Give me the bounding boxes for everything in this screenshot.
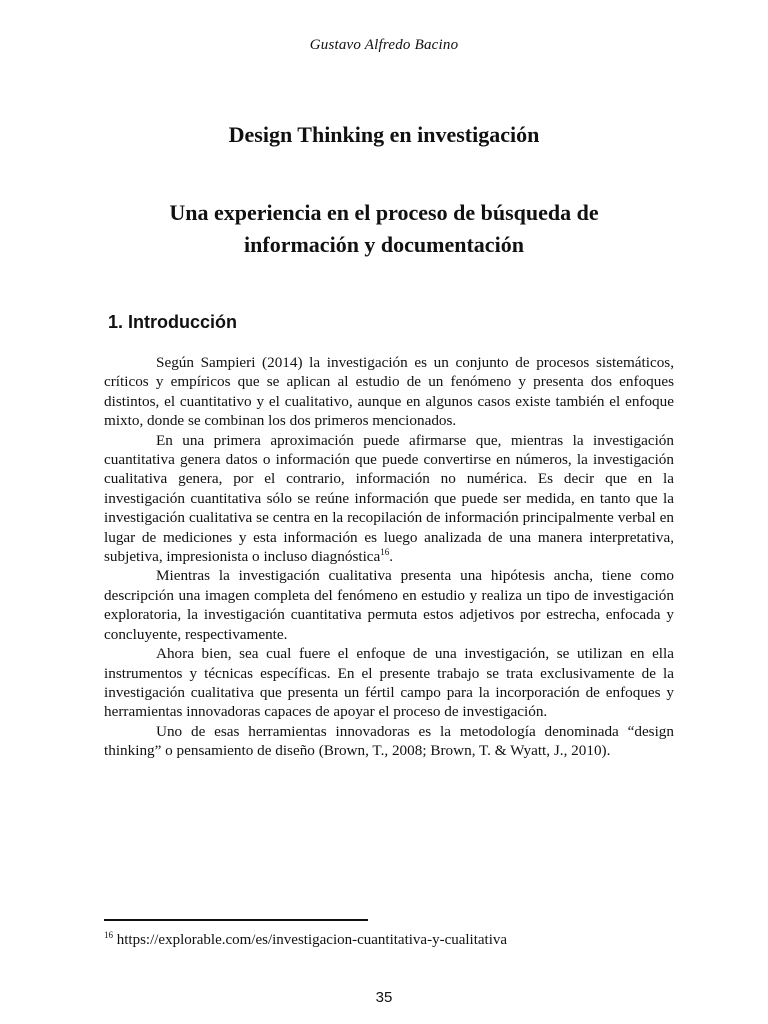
paragraph-4	[104, 644, 674, 722]
page-number: 35	[375, 989, 393, 1006]
subtitle-line-1: Una experiencia en el proceso de búsqueda de	[169, 200, 599, 225]
footnote-number: 16	[104, 930, 113, 940]
running-header: Gustavo Alfredo Bacino	[309, 37, 459, 53]
section-heading: 1. Introducción	[108, 312, 238, 332]
paragraph-text-tail: .	[389, 548, 394, 566]
paragraph-text: Según Sampieri (2014) la investigación es un conjunto de procesos sistemáticos, críticos y empíricos que se aplican al estudio de un fenómeno y presenta dos enfoques distintos, el cuantitativo y el cualitativo, aunque en algunos casos existe también el enfoque mixto, donde se combinan los dos primeros mencionados.	[104, 354, 674, 430]
chapter-subtitle	[0, 197, 768, 261]
subtitle-line-2: información y documentación	[244, 232, 524, 257]
paragraph-5	[104, 722, 674, 761]
paragraph-text: En una primera aproximación puede afirmarse que, mientras la investigación cuantitativa genera datos o información que puede convertirse en números, la investigación cualitativa genera, por el contrario, información no numérica. Es decir que en la investigación cuantitativa sólo se reúne información que puede ser medida, en tanto que la investigación cualitativa se centra en la recopilación de información principalmente verbal en lugar de mediciones y esta información es luego analizada de una manera interpretativa, subjetiva, impresionista o incluso diagnóstica	[104, 431, 674, 566]
paragraph-2	[104, 431, 674, 567]
paragraph-text: Mientras la investigación cualitativa presenta una hipótesis ancha, tiene como descripción una imagen completa del fenómeno en estudio y realiza un tipo de investigación exploratoria, la investigación cuantitativa permuta estos adjetivos por estrecha, enfocada y concluyente, respectivamente.	[104, 567, 674, 643]
footnote-divider	[104, 919, 368, 921]
paragraph-3	[104, 566, 674, 644]
paragraph-text: Ahora bien, sea cual fuere el enfoque de una investigación, se utilizan en ella instrumentos y técnicas específicas. En el presente trabajo se trata exclusivamente de la investigación cualitativa que presenta un fértil campo para la incorporación de enfoques y herramientas innovadoras capaces de apoyar el proceso de investigación.	[104, 645, 674, 721]
chapter-title: Design Thinking en investigación	[228, 122, 540, 147]
paragraph-text: Uno de esas herramientas innovadoras es la metodología denominada “design thinking” o pensamiento de diseño (Brown, T., 2008; Brown, T. & Wyatt, J., 2010).	[104, 722, 674, 760]
footnote	[104, 930, 507, 950]
body-text	[104, 353, 674, 761]
footnote-link: https://explorable.com/es/investigacion-cuantitativa-y-cualitativa	[113, 932, 508, 948]
paragraph-1	[104, 353, 674, 431]
footnote-reference: 16	[380, 547, 390, 557]
